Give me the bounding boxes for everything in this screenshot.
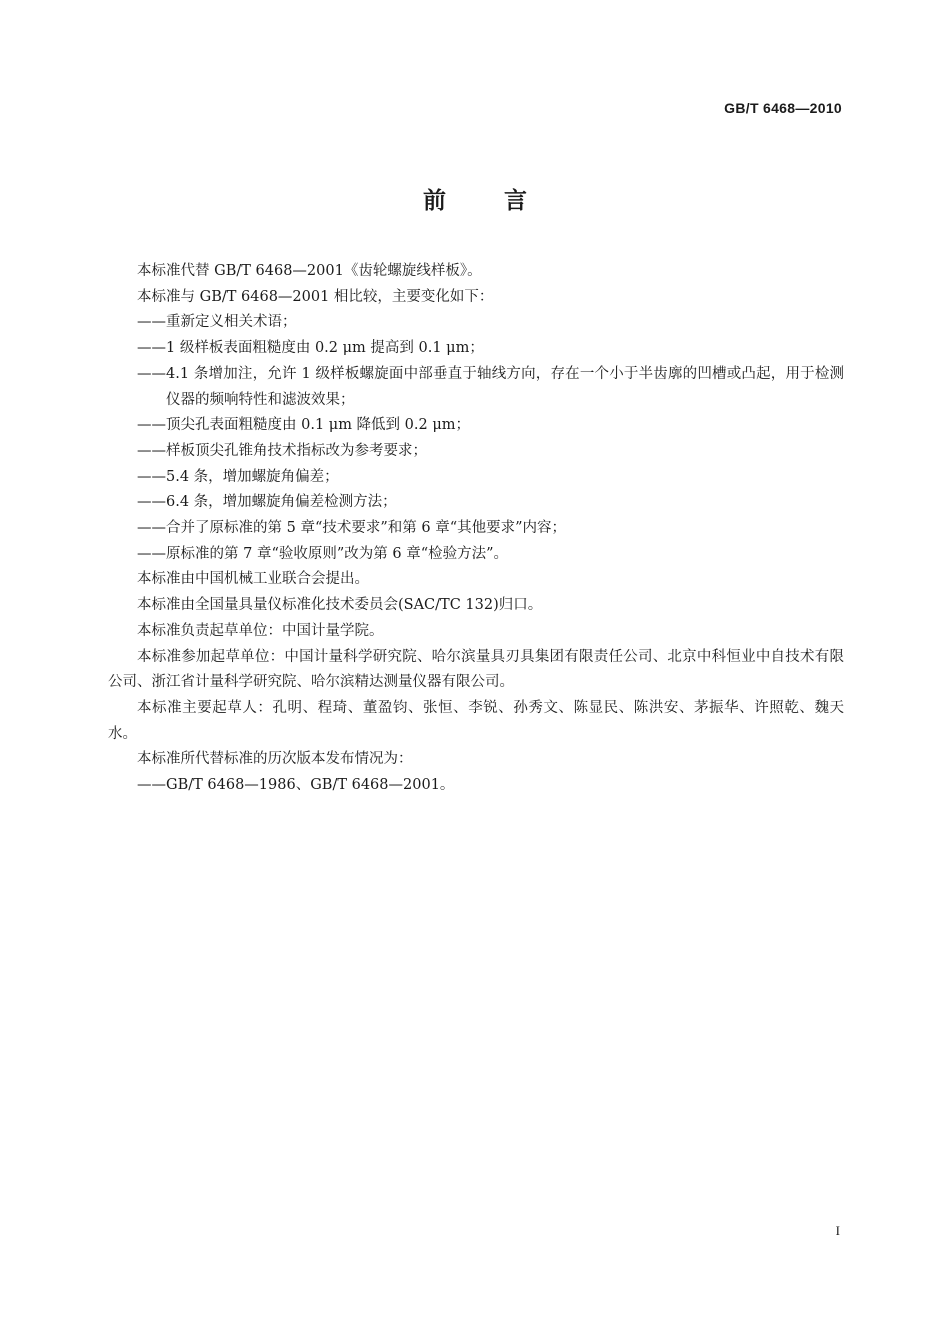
change-item: ——合并了原标准的第 5 章“技术要求”和第 6 章“其他要求”内容； (137, 520, 567, 537)
change-item: ——原标准的第 7 章“验收原则”改为第 6 章“检验方法”。 (137, 545, 509, 562)
page-title: 前言 (423, 188, 585, 214)
history-item: ——GB/T 6468—1986、GB/T 6468—2001。 (137, 777, 455, 794)
paragraph: 本标准由全国量具量仪标准化技术委员会(SAC/TC 132)归口。 (137, 597, 543, 614)
paragraph: 本标准与 GB/T 6468—2001 相比较，主要变化如下： (137, 288, 494, 305)
paragraph: 本标准主要起草人：孔明、程琦、董盈钧、张恒、李锐、孙秀文、陈显民、陈洪安、茅振华、许照乾、魏天水。 (108, 699, 844, 742)
paragraph: 本标准代替 GB/T 6468—2001《齿轮螺旋线样板》。 (137, 263, 482, 279)
standard-code: GB/T 6468—2010 (724, 100, 842, 116)
foreword-body (108, 259, 844, 799)
change-item: ——4.1 条增加注，允许 1 级样板螺旋面中部垂直于轴线方向，存在一个小于半齿廓的凹槽或凸起，用于检测仪器的频响特性和滤波效果； (137, 365, 844, 408)
paragraph: 本标准由中国机械工业联合会提出。 (137, 571, 369, 588)
change-item: ——重新定义相关术语； (137, 314, 297, 331)
paragraph: 本标准负责起草单位：中国计量学院。 (137, 622, 384, 639)
change-item: ——5.4 条，增加螺旋角偏差； (137, 468, 339, 485)
change-item: ——1 级样板表面粗糙度由 0.2 μm 提高到 0.1 μm； (137, 340, 484, 357)
change-item: ——样板顶尖孔锥角技术指标改为参考要求； (137, 442, 427, 459)
paragraph: 本标准所代替标准的历次版本发布情况为： (137, 751, 413, 768)
change-item: ——6.4 条，增加螺旋角偏差检测方法； (137, 494, 397, 511)
page-number: I (835, 1223, 840, 1238)
paragraph: 本标准参加起草单位：中国计量科学研究院、哈尔滨量具刃具集团有限责任公司、北京中科恒业中自技术有限公司、浙江省计量科学研究院、哈尔滨精达测量仪器有限公司。 (108, 648, 844, 691)
change-item: ——顶尖孔表面粗糙度由 0.1 μm 降低到 0.2 μm； (137, 417, 471, 434)
